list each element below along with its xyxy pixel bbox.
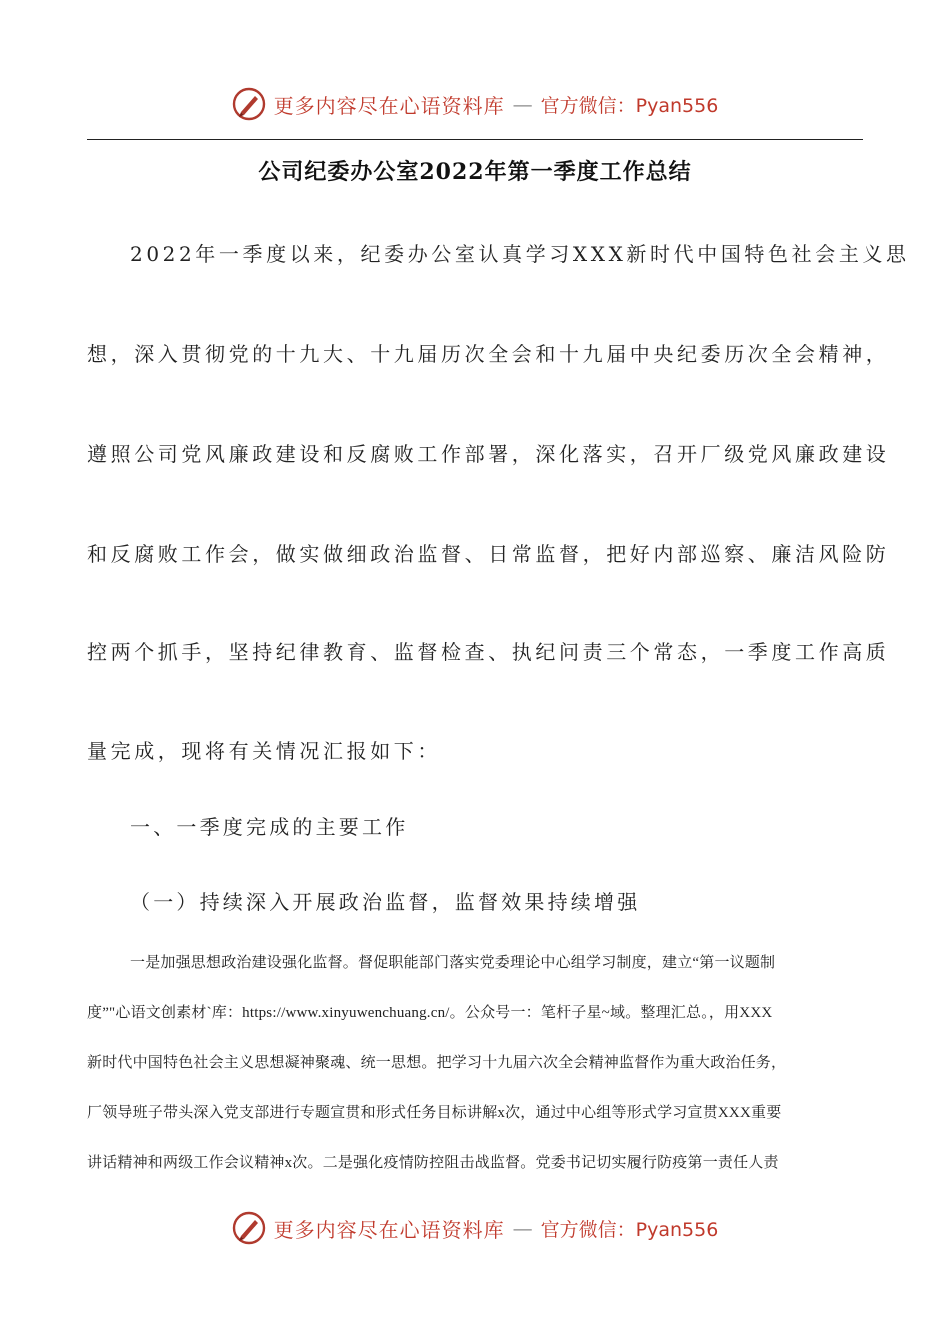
document-title: 公司纪委办公室2022年第一季度工作总结	[258, 159, 692, 185]
intro-line: 控两个抓手，坚持纪律教育、监督检查、执纪问责三个常态，一季度工作高质	[87, 640, 890, 664]
subsection-heading: （一）持续深入开展政治监督，监督效果持续增强	[130, 890, 641, 914]
intro-line: 想，深入贯彻党的十九大、十九届历次全会和十九届中央纪委历次全会精神，	[87, 342, 890, 366]
intro-line: 遵照公司党风廉政建设和反腐败工作部署，深化落实，召开厂级党风廉政建设	[87, 442, 890, 466]
detail-line: 度”"心语文创素材`库：https://www.xinyuwenchuang.cn/。公众号一：笔杆子星~域。整理汇总。，用XXX	[87, 1005, 773, 1021]
section-heading: 一、一季度完成的主要工作	[130, 815, 409, 839]
header-divider	[87, 139, 863, 140]
banner-separator: —	[512, 1216, 533, 1240]
header-banner	[0, 84, 950, 124]
banner-text: 更多内容尽在心语资料库	[273, 1217, 505, 1242]
detail-line: 厂领导班子带头深入党支部进行专题宣贯和形式任务目标讲解x次，通过中心组等形式学习宣贯XXX重要	[87, 1105, 782, 1121]
detail-line: 一是加强思想政治建设强化监督。督促职能部门落实党委理论中心组学习制度，建立“第一议题制	[130, 955, 776, 971]
banner-text: 更多内容尽在心语资料库	[273, 93, 505, 118]
detail-line: 新时代中国特色社会主义思想凝神聚魂、统一思想。把学习十九届六次全会精神监督作为重大政治任务，	[87, 1055, 787, 1071]
intro-line: 2022年一季度以来，纪委办公室认真学习XXX新时代中国特色社会主义思	[130, 242, 910, 266]
pen-logo-icon	[232, 87, 266, 121]
detail-line: 讲话精神和两级工作会议精神x次。二是强化疫情防控阻击战监督。党委书记切实履行防疫第一责任人责	[87, 1155, 779, 1171]
intro-line: 量完成，现将有关情况汇报如下：	[87, 739, 441, 763]
footer-banner	[0, 1208, 950, 1248]
banner-contact: 官方微信：Pyan556	[540, 94, 719, 117]
banner-contact: 官方微信：Pyan556	[540, 1218, 719, 1241]
intro-line: 和反腐败工作会，做实做细政治监督、日常监督，把好内部巡察、廉洁风险防	[87, 542, 890, 566]
banner-separator: —	[512, 92, 533, 116]
pen-logo-icon	[232, 1211, 266, 1245]
